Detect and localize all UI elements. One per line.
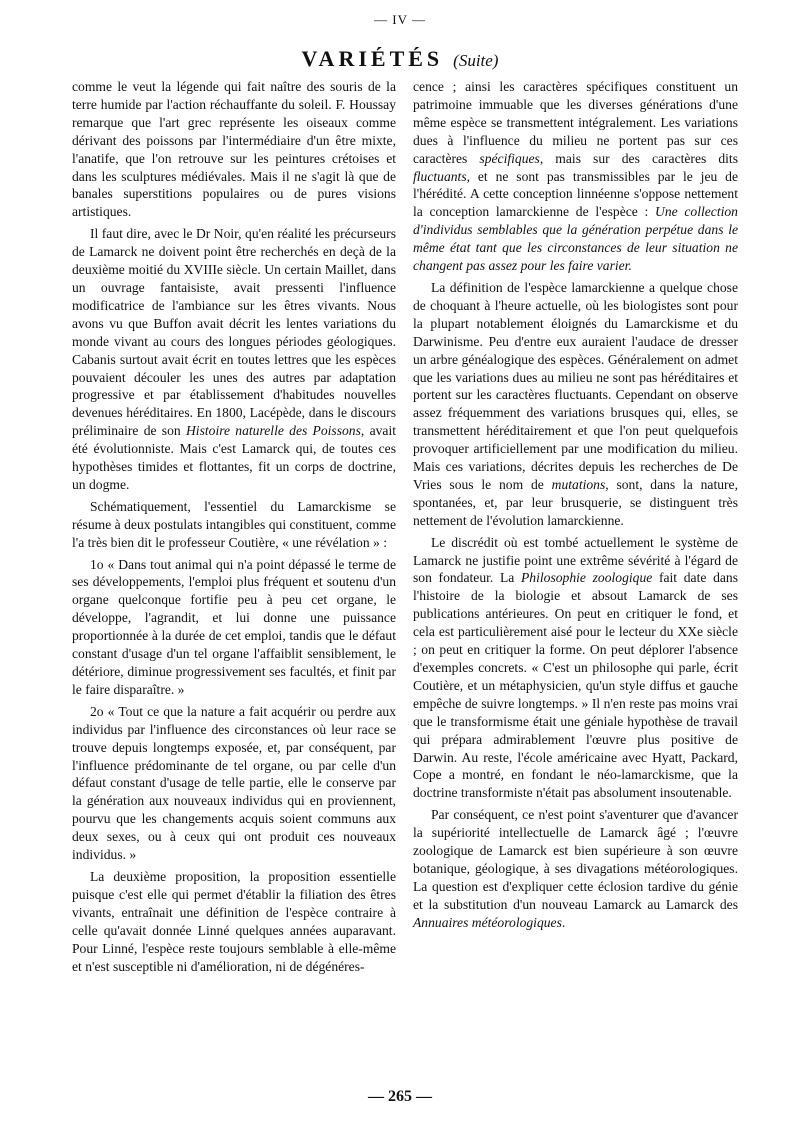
postulate-2: 2o « Tout ce que la nature a fait acquérir ou perdre aux individus par l'influence des circonstances où leur race se trouve depuis longtemps exposée, et, par conséquent, par l'influence prédominante de tel organe, ou par celle d'un défaut constant d'usage de telle partie, elle le conserve par la génération aux nouveaux individus qui en proviennent, pourvu que les changements acquis soient communs aux deux sexes, ou à ceux qui ont produit ces nouveaux individus. » xyxy=(72,703,396,863)
paragraph-text: cence ; ainsi les caractères spécifiques constituent un patrimoine immuable que les diverses générations d'une même espèce se transmettent intégralement. Les variations dues à l'influence du milieu ne portent pas sur ces caractères xyxy=(413,79,738,166)
page-number: — 265 — xyxy=(368,1088,432,1105)
paragraph xyxy=(72,225,396,494)
paragraph-text: Par conséquent, ce n'est point s'aventurer que d'avancer la supériorité intellectuelle de Lamarck âgé ; l'œuvre zoologique de Lamarck est bien supérieure à son œuvre botanique, géologique, à ses divagations météorologiques. La question est d'expliquer cette éclosion tardive du génie et la substitution d'un nouveau Lamarck au Lamarck des xyxy=(413,807,738,912)
paragraph-text: , et ne sont pas transmissibles par le jeu de l'hérédité. A cette conception linnéenne s'oppose nettement la conception lamarckienne de l'espèce : xyxy=(413,168,738,220)
folio: — IV — xyxy=(374,12,426,27)
paragraph xyxy=(413,534,738,803)
paragraph xyxy=(413,806,738,931)
paragraph xyxy=(413,279,738,530)
postulate-1: 1o « Dans tout animal qui n'a point dépassé le terme de ses développements, l'emploi plus fréquent et soutenu d'un organe quelconque fortifie peu à peu cet organe, le développe, l'agrandit, et lui donne une puissance proportionnée à la durée de cet emploi, tandis que le défaut constant d'usage d'un tel organe l'affaiblit sensiblement, le détériore, diminue progressivement ses facultés, et finit par le faire disparaître. » xyxy=(72,556,396,697)
left-column xyxy=(72,78,396,979)
paragraph-text: La définition de l'espèce lamarckienne a quelque chose de choquant à l'heure actuelle, où les biologistes sont pour la plupart notablement éloignés du Lamarckisme et du Darwinisme. Peu d'entre eux auraient l'audace de dresser un arbre généalogique des espèces. Généralement on admet que les variations dues au milieu ne sont pas héréditaires et portent sur les caractères fluctuants. Cependant on observe assez fréquemment des variations brusques qui, elles, se transmettent héréditairement et que l'on peut quelquefois provoquer artificiellement par une modification du milieu. Mais ces variations, décrites depuis les recherches de De Vries sous le nom de xyxy=(413,279,738,492)
paragraph-text: Le discrédit où est tombé actuellement le système de Lamarck ne justifie point une extrême sévérité à l'égard de son fondateur. La xyxy=(413,534,738,586)
paragraph-text: , mais sur des caractères dits xyxy=(539,150,739,166)
book-title: Histoire naturelle des Poissons xyxy=(185,423,361,439)
paragraph xyxy=(413,78,738,275)
paragraph-text: , sont, dans la nature, spontanées, et, par leur brusquerie, se distinguent très nettement de l'évolution lamarckienne. xyxy=(413,476,738,528)
paragraph-text: , avait été évolutionniste. Mais c'est Lamarck qui, de toutes ces hypothèses timides et flottantes, fit un corps de doctrine, un dogme. xyxy=(72,423,396,492)
book-title: Philosophie zoologique xyxy=(521,570,653,586)
emphasis: mutations xyxy=(551,476,606,492)
section-title: VARIÉTÉS xyxy=(301,46,444,71)
paragraph: Schématiquement, l'essentiel du Lamarckisme se résume à deux postulats intangibles qui constituent, comme l'a très bien dit le professeur Coutière, « une révélation » : xyxy=(72,498,396,550)
paragraph: La deuxième proposition, la proposition essentielle puisque c'est elle qui permet d'établir la filiation des êtres vivants, entraînait une définition de l'espèce contraire à celle qu'avait donnée Linné quelques années auparavant. Pour Linné, l'espèce reste toujours semblable à elle-même et n'est susceptible ni d'amélioration, ni de dégénéres- xyxy=(72,868,396,974)
emphasis: spécifiques xyxy=(479,150,540,166)
paragraph-text: Il faut dire, avec le Dr Noir, qu'en réalité les précurseurs de Lamarck ne doivent point être recherchés en deçà de la deuxième moitié du XVIIIe siècle. Un certain Maillet, dans un ouvrage fantaisiste, avait pressenti l'influence modificatrice de l'ambiance sur les êtres vivants. Nous avons vu que Buffon avait décrit les lentes variations du monde vivant au cours des longues périodes géologiques. Cabanis surtout avait écrit en toutes lettres que les espèces pouvaient découler les unes des autres par adaptation progressive et par établissement d'habitudes nouvelles devenues héréditaires. En 1800, Lacépède, dans le discours préliminaire de son xyxy=(72,226,396,439)
emphasis: fluctuants xyxy=(413,168,467,184)
right-column xyxy=(413,78,738,936)
section-header xyxy=(0,46,800,72)
paragraph-text: fait date dans l'histoire de la biologie et absout Lamarck de ses publications antérieures. On peut en critiquer le fond, et cela est particulièrement aisé pour le lecteur du XXe siècle ; on peut en critiquer la forme. On peut déplorer l'absence d'exemples concrets. « C'est un philosophe qui parle, écrit Coutière, et un métaphysicien, qu'un style diffus et gauche empêche de suivre longtemps. » Il n'en reste pas moins vrai que le transformisme était une géniale hypothèse de travail qui prépara admirablement l'œuvre plus positive de Darwin. Au reste, l'école américaine avec Hyatt, Packard, Cope a montré, en fondant le néo-lamarckisme, que la doctrine transformiste n'était pas absolument insoutenable. xyxy=(413,570,738,801)
section-subtitle: (Suite) xyxy=(453,51,499,70)
book-title: Annuaires météorologiques xyxy=(413,914,562,930)
quotation: Une collection d'individus semblables que la génération perpétue dans le même état tant que les circonstances de leur situation ne changent pas assez pour les faire varier. xyxy=(413,204,738,274)
paragraph-text: . xyxy=(561,914,566,930)
paragraph: comme le veut la légende qui fait naître des souris de la terre humide par l'action réchauffante du soleil. F. Houssay remarque que l'art grec représente les oiseaux comme dérivant des poissons par l'intermédiaire d'un être mixte, l'anatife, que l'on retrouve sur les peintures crétoises et dans les sculptures médiévales. Mais il ne s'agit là que de banales superstitions populaires ou de pures visions artistiques. xyxy=(72,79,396,220)
